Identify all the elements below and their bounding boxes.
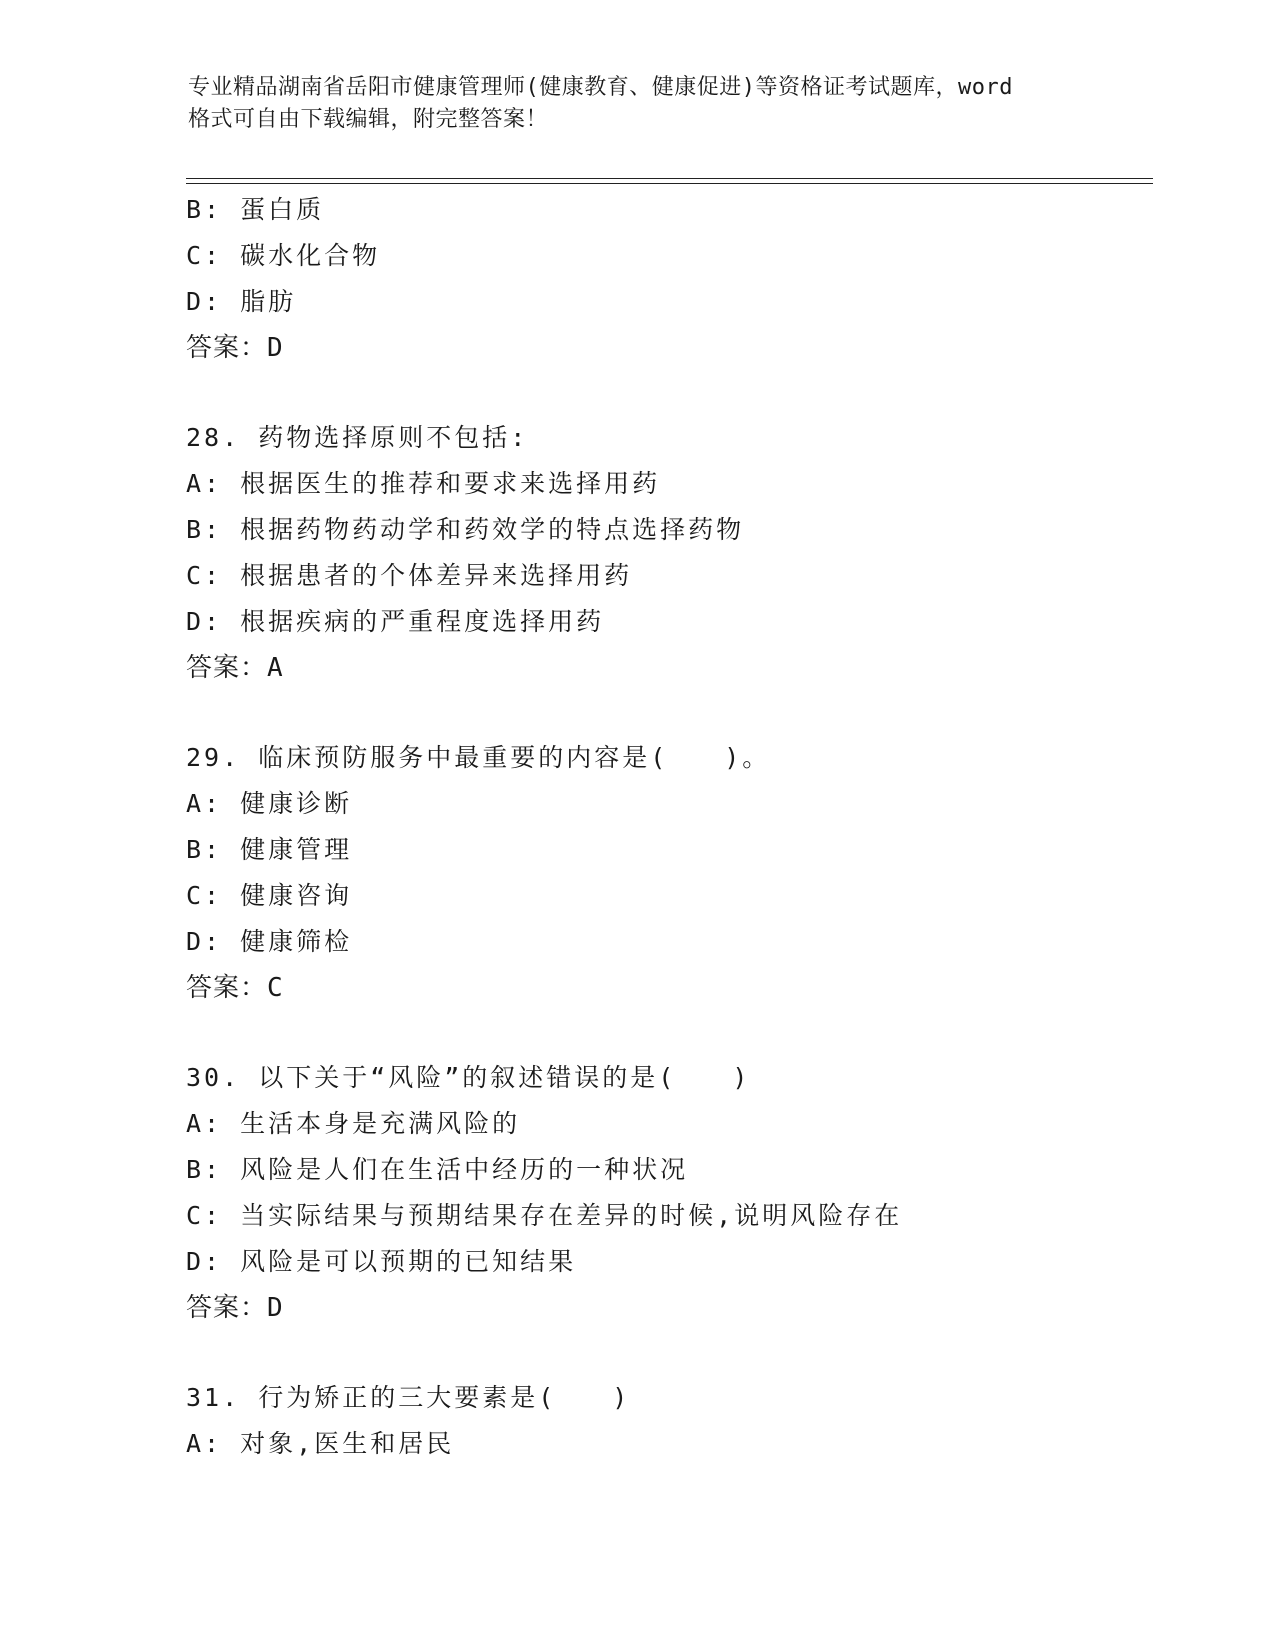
answer-label: 答案：: [186, 973, 268, 1003]
question-block-30: [186, 1055, 1146, 1331]
option-d: D: 根据疾病的严重程度选择用药: [186, 607, 605, 636]
question-block-29: [186, 735, 1146, 1011]
answer-line: [186, 325, 1146, 371]
option-b: B: 蛋白质: [186, 195, 325, 224]
question-block-31: [186, 1375, 1146, 1467]
option-d: D: 健康筛检: [186, 927, 353, 956]
answer-label: 答案：: [186, 653, 268, 683]
header-divider-top: [186, 178, 1153, 179]
option-c: C: 根据患者的个体差异来选择用药: [186, 561, 633, 590]
option-b: B: 健康管理: [186, 835, 353, 864]
question-block-partial: [186, 187, 1146, 371]
option-a: A: 生活本身是充满风险的: [186, 1109, 521, 1138]
option-d: D: 风险是可以预期的已知结果: [186, 1247, 577, 1276]
option-a: A: 健康诊断: [186, 789, 353, 818]
question-stem: 29. 临床预防服务中最重要的内容是( )。: [186, 743, 771, 772]
answer-value: D: [267, 1293, 284, 1323]
header-line-1: 专业精品湖南省岳阳市健康管理师(健康教育、健康促进)等资格证考试题库，word: [188, 75, 1013, 100]
answer-label: 答案：: [186, 1293, 268, 1323]
answer-value: D: [267, 333, 284, 363]
option-b: B: 根据药物药动学和药效学的特点选择药物: [186, 515, 745, 544]
answer-line: [186, 645, 1146, 691]
question-stem: 31. 行为矫正的三大要素是( ): [186, 1383, 631, 1412]
option-c: C: 当实际结果与预期结果存在差异的时候,说明风险存在: [186, 1201, 903, 1230]
header-line-2: 格式可自由下载编辑，附完整答案！: [188, 107, 549, 132]
option-b: B: 风险是人们在生活中经历的一种状况: [186, 1155, 689, 1184]
option-c: C: 健康咨询: [186, 881, 353, 910]
answer-line: [186, 1285, 1146, 1331]
option-c: C: 碳水化合物: [186, 241, 381, 270]
option-a: A: 对象,医生和居民: [186, 1429, 455, 1458]
option-a: A: 根据医生的推荐和要求来选择用药: [186, 469, 661, 498]
answer-label: 答案：: [186, 333, 268, 363]
answer-value: C: [267, 973, 284, 1003]
question-list: [186, 187, 1146, 1467]
document-header: [188, 72, 1088, 136]
question-block-28: [186, 415, 1146, 691]
question-stem: 30. 以下关于“风险”的叙述错误的是( ): [186, 1063, 751, 1092]
answer-value: A: [267, 653, 284, 683]
option-d: D: 脂肪: [186, 287, 297, 316]
question-stem: 28. 药物选择原则不包括:: [186, 423, 529, 452]
answer-line: [186, 965, 1146, 1011]
header-divider-bottom: [186, 183, 1153, 184]
